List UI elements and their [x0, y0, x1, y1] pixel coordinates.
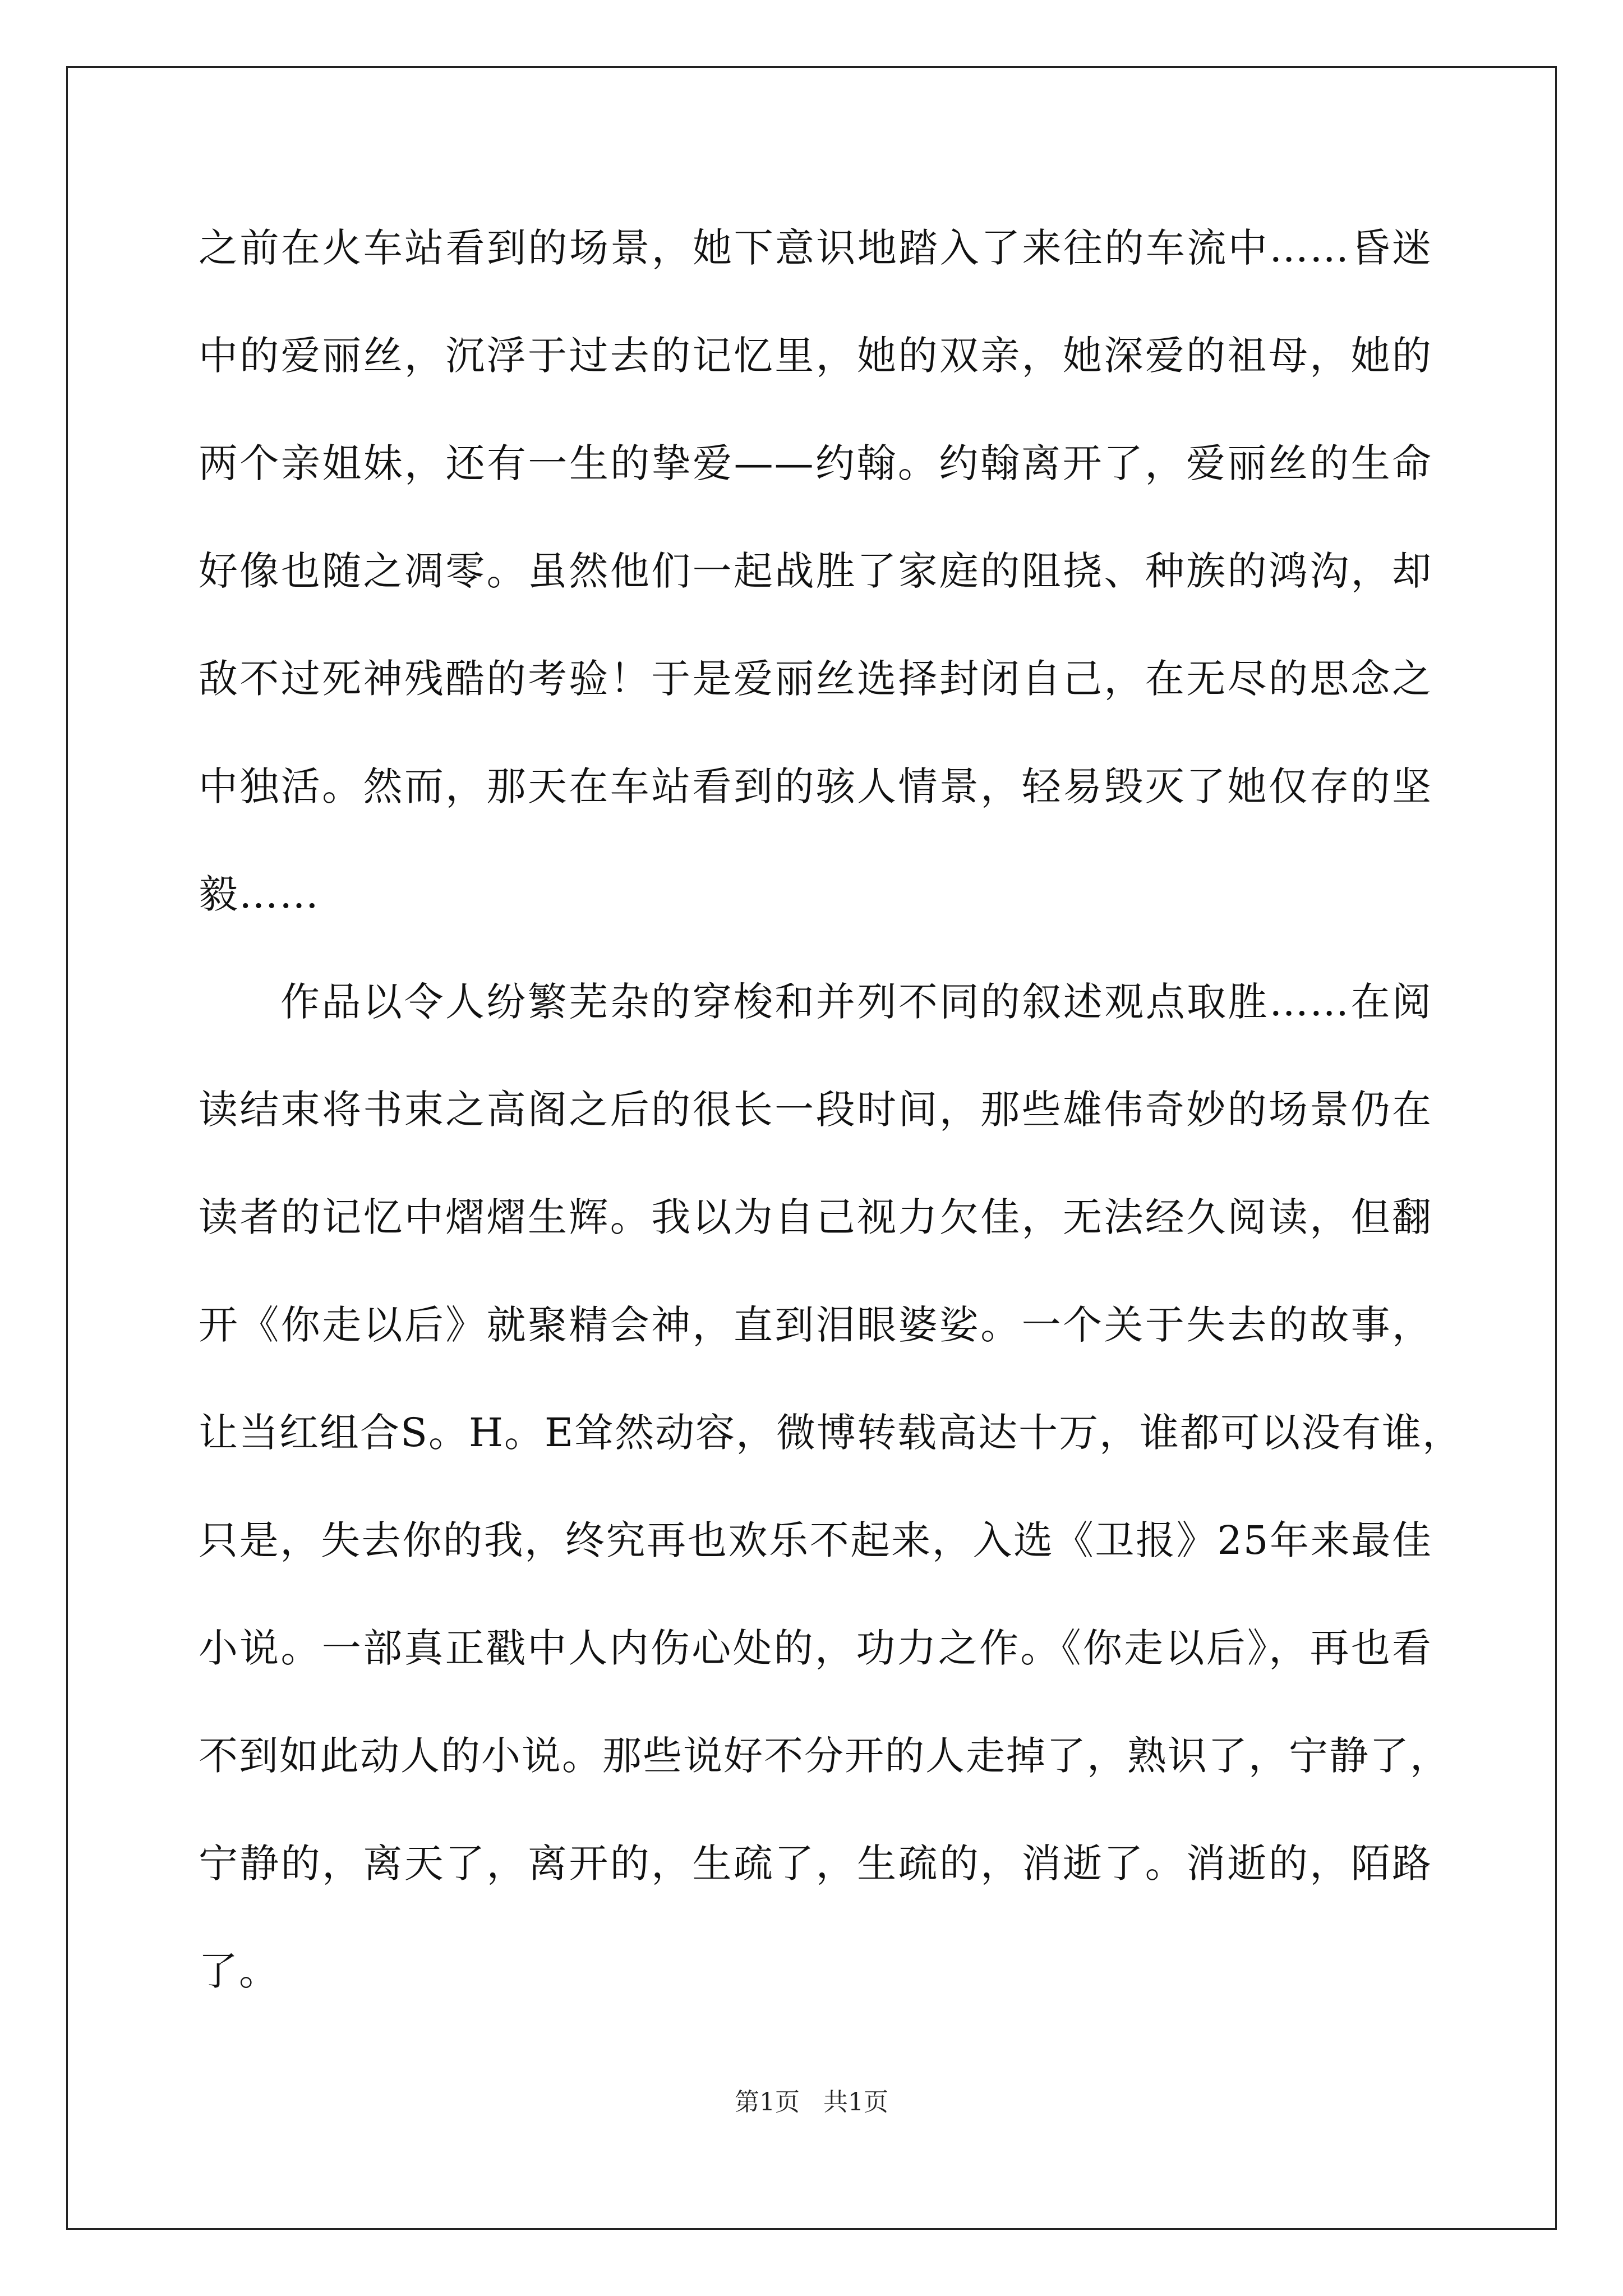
text-line: 宁静的，离天了，离开的，生疏了，生疏的，消逝了。消逝的，陌路: [199, 1841, 1432, 1887]
text-line: 读者的记忆中熠熠生辉。我以为自己视力欠佳，无法经久阅读，但翻: [199, 1194, 1432, 1240]
page-number: 第1页: [735, 2088, 800, 2116]
text-line: 中独活。然而，那天在车站看到的骇人情景，轻易毁灭了她仅存的坚: [199, 763, 1432, 809]
text-line: 只是，失去你的我，终究再也欢乐不起来，入选《卫报》25年来最佳: [199, 1517, 1432, 1563]
text-line: 让当红组合S。H。E耸然动容，微博转载高达十万，谁都可以没有谁，: [199, 1410, 1463, 1456]
page-footer: [0, 2086, 1623, 2119]
page-border: [66, 66, 1557, 2230]
text-line: 不到如此动人的小说。那些说好不分开的人走掉了，熟识了，宁静了，: [199, 1733, 1450, 1779]
text-line: 读结束将书束之高阁之后的很长一段时间，那些雄伟奇妙的场景仍在: [199, 1087, 1432, 1133]
text-line: 敌不过死神残酷的考验！于是爱丽丝选择封闭自己，在无尽的思念之: [199, 656, 1432, 702]
text-line: 作品以令人纷繁芜杂的穿梭和并列不同的叙述观点取胜……在阅: [280, 979, 1432, 1025]
text-line: 毅……: [199, 871, 320, 917]
text-line: 中的爱丽丝，沉浮于过去的记忆里，她的双亲，她深爱的祖母，她的: [199, 333, 1432, 379]
text-line: 开《你走以后》就聚精会神，直到泪眼婆娑。一个关于失去的故事，: [199, 1302, 1432, 1348]
page-total: 共1页: [823, 2088, 888, 2116]
text-line: 好像也随之凋零。虽然他们一起战胜了家庭的阻挠、种族的鸿沟，却: [199, 548, 1432, 594]
text-line: 之前在火车站看到的场景，她下意识地踏入了来往的车流中……昏迷: [199, 225, 1432, 271]
text-line: 小说。一部真正戳中人内伤心处的，功力之作。《你走以后》，再也看: [199, 1625, 1432, 1671]
text-line: 了。: [199, 1948, 279, 1994]
text-line: 两个亲姐妹，还有一生的挚爱——约翰。约翰离开了，爱丽丝的生命: [199, 440, 1432, 486]
